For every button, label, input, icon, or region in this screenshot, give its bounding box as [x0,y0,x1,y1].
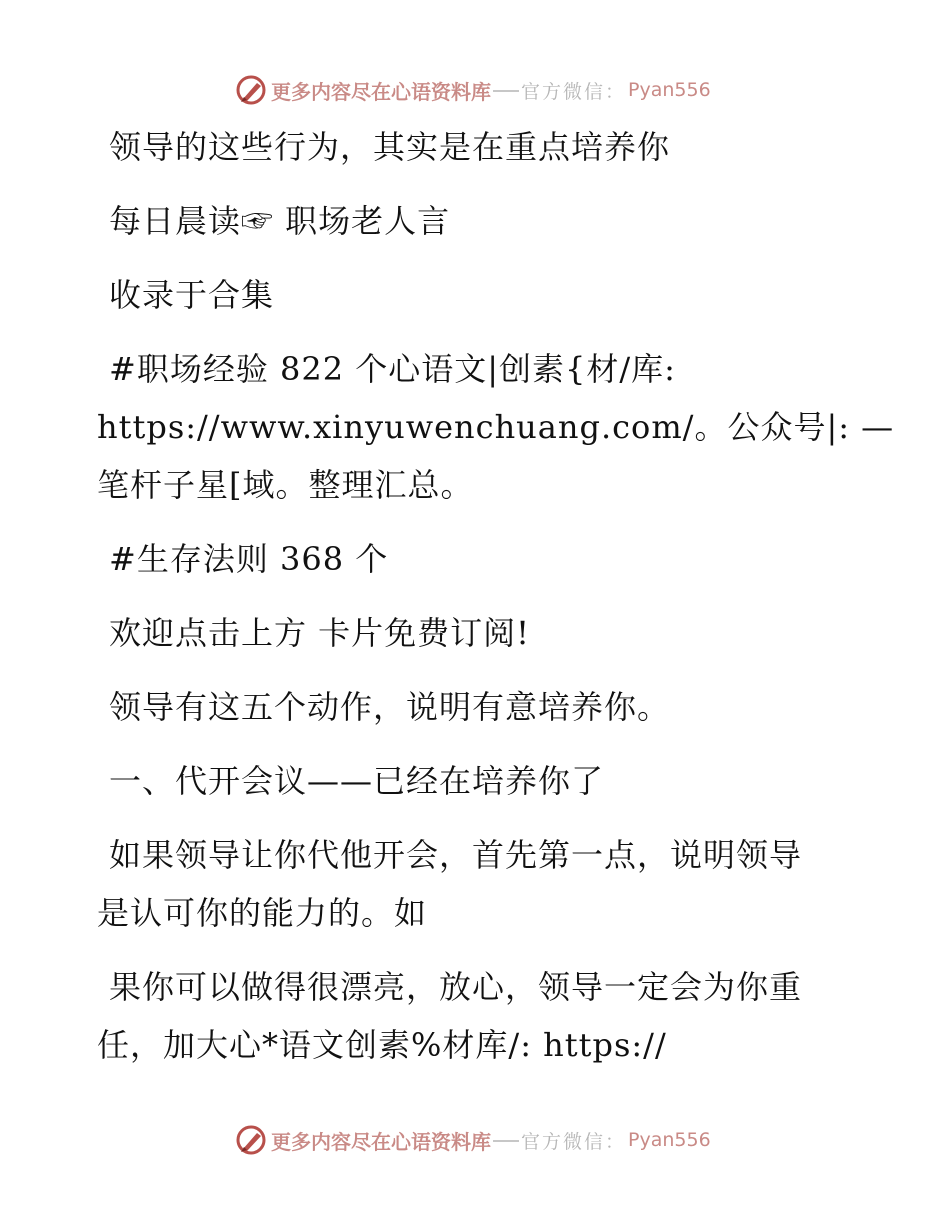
pen-logo-icon [235,74,267,106]
watermark-wechat-id: Pyan556 [628,79,711,101]
doc-line-collection: 收录于合集 [109,276,275,314]
doc-section-heading: 一、代开会议——已经在培养你了 [109,762,605,800]
watermark-dash [493,90,519,92]
pen-logo-icon [235,1124,267,1156]
document-body [97,118,895,1074]
doc-title: 领导的这些行为，其实是在重点培养你 [109,128,671,166]
doc-paragraph-line: 是认可你的能力的。如 [97,894,428,932]
doc-paragraph-line: 如果领导让你代他开会，首先第一点，说明领导 [109,836,803,874]
footer-watermark [235,1121,715,1159]
doc-line-series: 每日晨读☞ 职场老人言 [109,202,451,240]
doc-paragraph-line: 果你可以做得很漂亮，放心，领导一定会为你重 [109,968,803,1006]
watermark-sub-text: 官方微信： [521,1130,627,1153]
watermark-wechat-id: Pyan556 [628,1129,711,1151]
doc-paragraph-line: 任，加大心*语文创素%材库/: https:// [97,1026,667,1064]
doc-line-subscribe: 欢迎点击上方 卡片免费订阅! [109,614,531,652]
watermark-dash [493,1140,519,1142]
doc-line-tag-survival: #生存法则 368 个 [109,540,389,578]
doc-line-url: https://www.xinyuwenchuang.com/。公众号|: — [97,408,895,446]
watermark-main-text: 更多内容尽在心语资料库 [271,79,491,104]
doc-line-tag-experience: #职场经验 822 个心语文|创素{材/库: [109,350,676,388]
doc-line-intro: 领导有这五个动作，说明有意培养你。 [109,688,671,726]
watermark-main-text: 更多内容尽在心语资料库 [271,1129,491,1154]
header-watermark [235,71,715,109]
watermark-sub-text: 官方微信： [521,80,627,103]
doc-line-compiled: 笔杆子星[域。整理汇总。 [97,466,474,504]
